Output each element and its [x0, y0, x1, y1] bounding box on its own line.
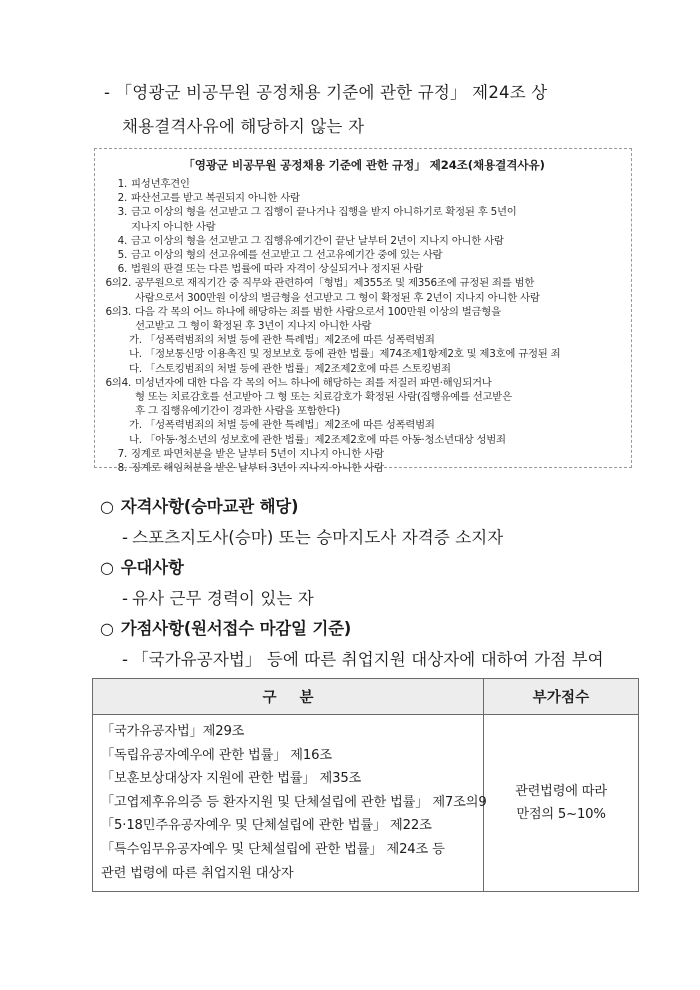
regulation-item-list: [101, 177, 627, 475]
section-heading-text: 가점사항(원서접수 마감일 기준): [120, 619, 352, 638]
regulation-subitem-text: 「정보통신망 이용촉진 및 정보보호 등에 관한 법률」제74조제1항제2호 및 제3호에 규정된 죄: [145, 348, 561, 361]
regulation-item: [101, 177, 627, 191]
regulation-item-text: 금고 이상의 형을 선고받고 그 집행유예기간이 끝난 날부터 2년이 지나지 아니한 사람: [131, 234, 504, 247]
column-header-division: [93, 679, 484, 715]
regulation-subitem-text: 「성폭력범죄의 처벌 등에 관한 특례법」제2조에 따른 성폭력범죄: [145, 419, 435, 432]
score-line-2: 만점의 5~10%: [516, 807, 606, 823]
regulation-item-number: 7.: [117, 447, 127, 460]
regulation-box-title: 「영광군 비공무원 공정채용 기준에 관한 규정」 제24조(채용결격사유): [183, 158, 545, 172]
regulation-item-number: 6의2.: [105, 277, 131, 290]
regulation-item: [101, 447, 627, 461]
regulation-item-text: 파산선고를 받고 복권되지 아니한 사람: [131, 192, 300, 205]
regulation-item-text: 징계로 파면처분을 받은 날부터 5년이 지나지 아니한 사람: [131, 447, 384, 460]
regulation-item: [101, 461, 627, 475]
table-header-row: [93, 679, 639, 715]
division-cell: [93, 715, 487, 892]
regulation-box: [94, 148, 632, 475]
regulation-subitem-text: 「성폭력범죄의 처벌 등에 관한 특례법」제2조에 따른 성폭력범죄: [145, 334, 435, 347]
regulation-item-continuation: 지나지 아니한 사람: [131, 220, 216, 233]
section-extra-points: [100, 614, 660, 676]
regulation-item: [101, 305, 627, 319]
regulation-item-number: 4.: [117, 234, 127, 247]
regulation-item-text: 피성년후견인: [131, 178, 190, 190]
column-header-extra-points: 부가점수: [484, 679, 639, 715]
regulation-subitem-mark: 가.: [129, 334, 142, 347]
regulation-subitem: [101, 333, 627, 347]
regulation-item-number: 5.: [117, 249, 127, 262]
regulation-subitem: [101, 362, 627, 376]
section-subline: [100, 522, 660, 554]
regulation-item-number: 6.: [117, 263, 127, 276]
regulation-item: [101, 191, 627, 205]
regulation-item: [101, 248, 627, 262]
regulation-item-number: 6의3.: [105, 305, 131, 318]
regulation-item-number: 6의4.: [105, 376, 131, 389]
section-heading: [100, 492, 660, 522]
regulation-item-continuation: 후 그 집행유예기간이 경과한 사람을 포함한다): [135, 405, 341, 418]
division-row-line: 「독립유공자예우에 관한 법률」 제16조: [101, 747, 332, 763]
regulation-subitem-mark: 가.: [129, 419, 142, 432]
regulation-subitem-text: 「아동·청소년의 성보호에 관한 법률」제2조제2호에 따른 아동·청소년대상 성범죄: [145, 433, 506, 446]
division-row-line: 「국가유공자법」제29조: [101, 724, 245, 739]
regulation-item-text: 금고 이상의 형을 선고받고 그 집행이 끝나거나 집행을 받지 아니하기로 확정된 후 5년이: [131, 206, 517, 219]
section-heading: [100, 553, 660, 583]
column-header-division-text: 구 분: [262, 690, 323, 706]
division-row-line: 「보훈보상대상자 지원에 관한 법률」 제35조: [101, 771, 362, 787]
regulation-item-continuation: 선고받고 그 형이 확정된 후 3년이 지나지 아니한 사람: [135, 320, 372, 333]
section-subline: [100, 583, 660, 615]
regulation-item-number: 3.: [117, 206, 127, 219]
lead-dash: -: [104, 83, 111, 102]
division-row-line: 「특수임무유공자예우 및 단체설립에 관한 법률」 제24조 등: [101, 841, 445, 857]
section-subline-text: 스포츠지도사(승마) 또는 승마지도사 자격증 소지자: [132, 528, 504, 547]
regulation-item-text: 미성년자에 대한 다음 각 목의 어느 하나에 해당하는 죄를 저질러 파면·해임되거나: [135, 376, 492, 389]
division-row-line: 「고엽제후유의증 등 환자지원 및 단체설립에 관한 법률」 제7조의9: [101, 794, 487, 810]
circle-bullet-icon: ○: [100, 497, 114, 516]
regulation-item-continuation: 형 또는 치료감호를 선고받아 그 형 또는 치료감호가 확정된 사람(집행유예를 선고받은: [135, 391, 512, 404]
lead-paragraph: [104, 76, 644, 144]
regulation-item: [101, 262, 627, 276]
regulation-subitem: [101, 347, 627, 361]
score-cell: [484, 715, 639, 892]
extra-points-table: [92, 678, 639, 892]
section-heading: [100, 614, 660, 644]
regulation-item: [101, 276, 627, 290]
division-row-line: 「5·18민주유공자예우 및 단체설립에 관한 법률」 제22조: [101, 818, 432, 834]
regulation-item-number: 2.: [117, 192, 127, 205]
regulation-item-text: 다음 각 목의 어느 하나에 해당하는 죄를 범한 사람으로서 100만원 이상의 벌금형을: [135, 305, 501, 318]
section-subline: [100, 644, 660, 676]
score-line-1: 관련법령에 따라: [515, 784, 607, 800]
regulation-item-number: 1.: [117, 178, 127, 190]
division-row-line: 관련 법령에 따른 취업지원 대상자: [101, 865, 294, 881]
extra-points-table-wrapper: [92, 678, 632, 892]
section-heading-text: 자격사항(승마교관 해당): [120, 497, 299, 516]
regulation-subitem-mark: 다.: [129, 362, 142, 375]
section-preference: [100, 553, 660, 615]
regulation-item-text: 징계로 해임처분을 받은 날부터 3년이 지나지 아니한 사람: [131, 462, 384, 475]
dash-bullet-icon: -: [122, 528, 129, 547]
regulation-item-number: 8.: [117, 462, 127, 475]
regulation-subitem-text: 「스토킹범죄의 처벌 등에 관한 법률」제2조제2호에 따른 스토킹범죄: [145, 362, 451, 375]
table-row: [93, 715, 639, 892]
regulation-subitem: [101, 433, 627, 447]
section-heading-text: 우대사항: [120, 558, 184, 577]
regulation-subitem: [101, 418, 627, 432]
regulation-item-text: 금고 이상의 형의 선고유예를 선고받고 그 선고유예기간 중에 있는 사람: [131, 249, 443, 262]
regulation-item: [101, 234, 627, 248]
section-subline-text: 「국가유공자법」 등에 따른 취업지원 대상자에 대하여 가점 부여: [132, 650, 604, 669]
circle-bullet-icon: ○: [100, 558, 114, 577]
dash-bullet-icon: -: [122, 650, 129, 669]
regulation-item: [101, 376, 627, 390]
regulation-item-continuation: 사람으로서 300만원 이상의 벌금형을 선고받고 그 형이 확정된 후 2년이 지나지 아니한 사람: [135, 291, 540, 304]
dash-bullet-icon: -: [122, 589, 129, 608]
section-subline-text: 유사 근무 경력이 있는 자: [132, 589, 314, 608]
circle-bullet-icon: ○: [100, 619, 114, 638]
lead-line-2: 채용결격사유에 해당하지 않는 자: [122, 117, 365, 136]
lead-line-1: 「영광군 비공무원 공정채용 기준에 관한 규정」 제24조 상: [115, 83, 548, 102]
section-qualification: [100, 492, 660, 554]
regulation-item-text: 공무원으로 재직기간 중 직무와 관련하여「형법」제355조 및 제356조에 규정된 죄를 범한: [135, 277, 535, 290]
regulation-item: [101, 205, 627, 219]
regulation-subitem-mark: 나.: [129, 348, 142, 361]
regulation-item-text: 법원의 판결 또는 다른 법률에 따라 자격이 상실되거나 정지된 사람: [131, 263, 423, 276]
regulation-subitem-mark: 나.: [129, 433, 142, 446]
